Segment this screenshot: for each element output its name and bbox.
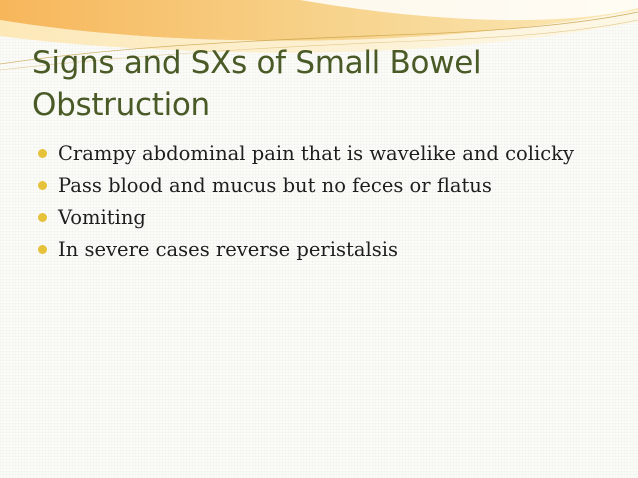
- bullet-dot-icon: [38, 181, 47, 190]
- bullet-dot-icon: [38, 149, 47, 158]
- bullet-text: Crampy abdominal pain that is wavelike and colicky: [58, 142, 574, 165]
- bullet-item: [36, 172, 616, 204]
- slide-title: Signs and SXs of Small Bowel Obstruction: [32, 45, 482, 123]
- bullet-text: Vomiting: [58, 206, 146, 229]
- bullet-list: [36, 140, 616, 268]
- bullet-item: [36, 236, 616, 268]
- bullet-item: [36, 204, 616, 236]
- bullet-text: Pass blood and mucus but no feces or flatus: [58, 174, 492, 197]
- bullet-dot-icon: [38, 245, 47, 254]
- bullet-text: In severe cases reverse peristalsis: [58, 238, 398, 261]
- bullet-dot-icon: [38, 213, 47, 222]
- bullet-item: [36, 140, 616, 172]
